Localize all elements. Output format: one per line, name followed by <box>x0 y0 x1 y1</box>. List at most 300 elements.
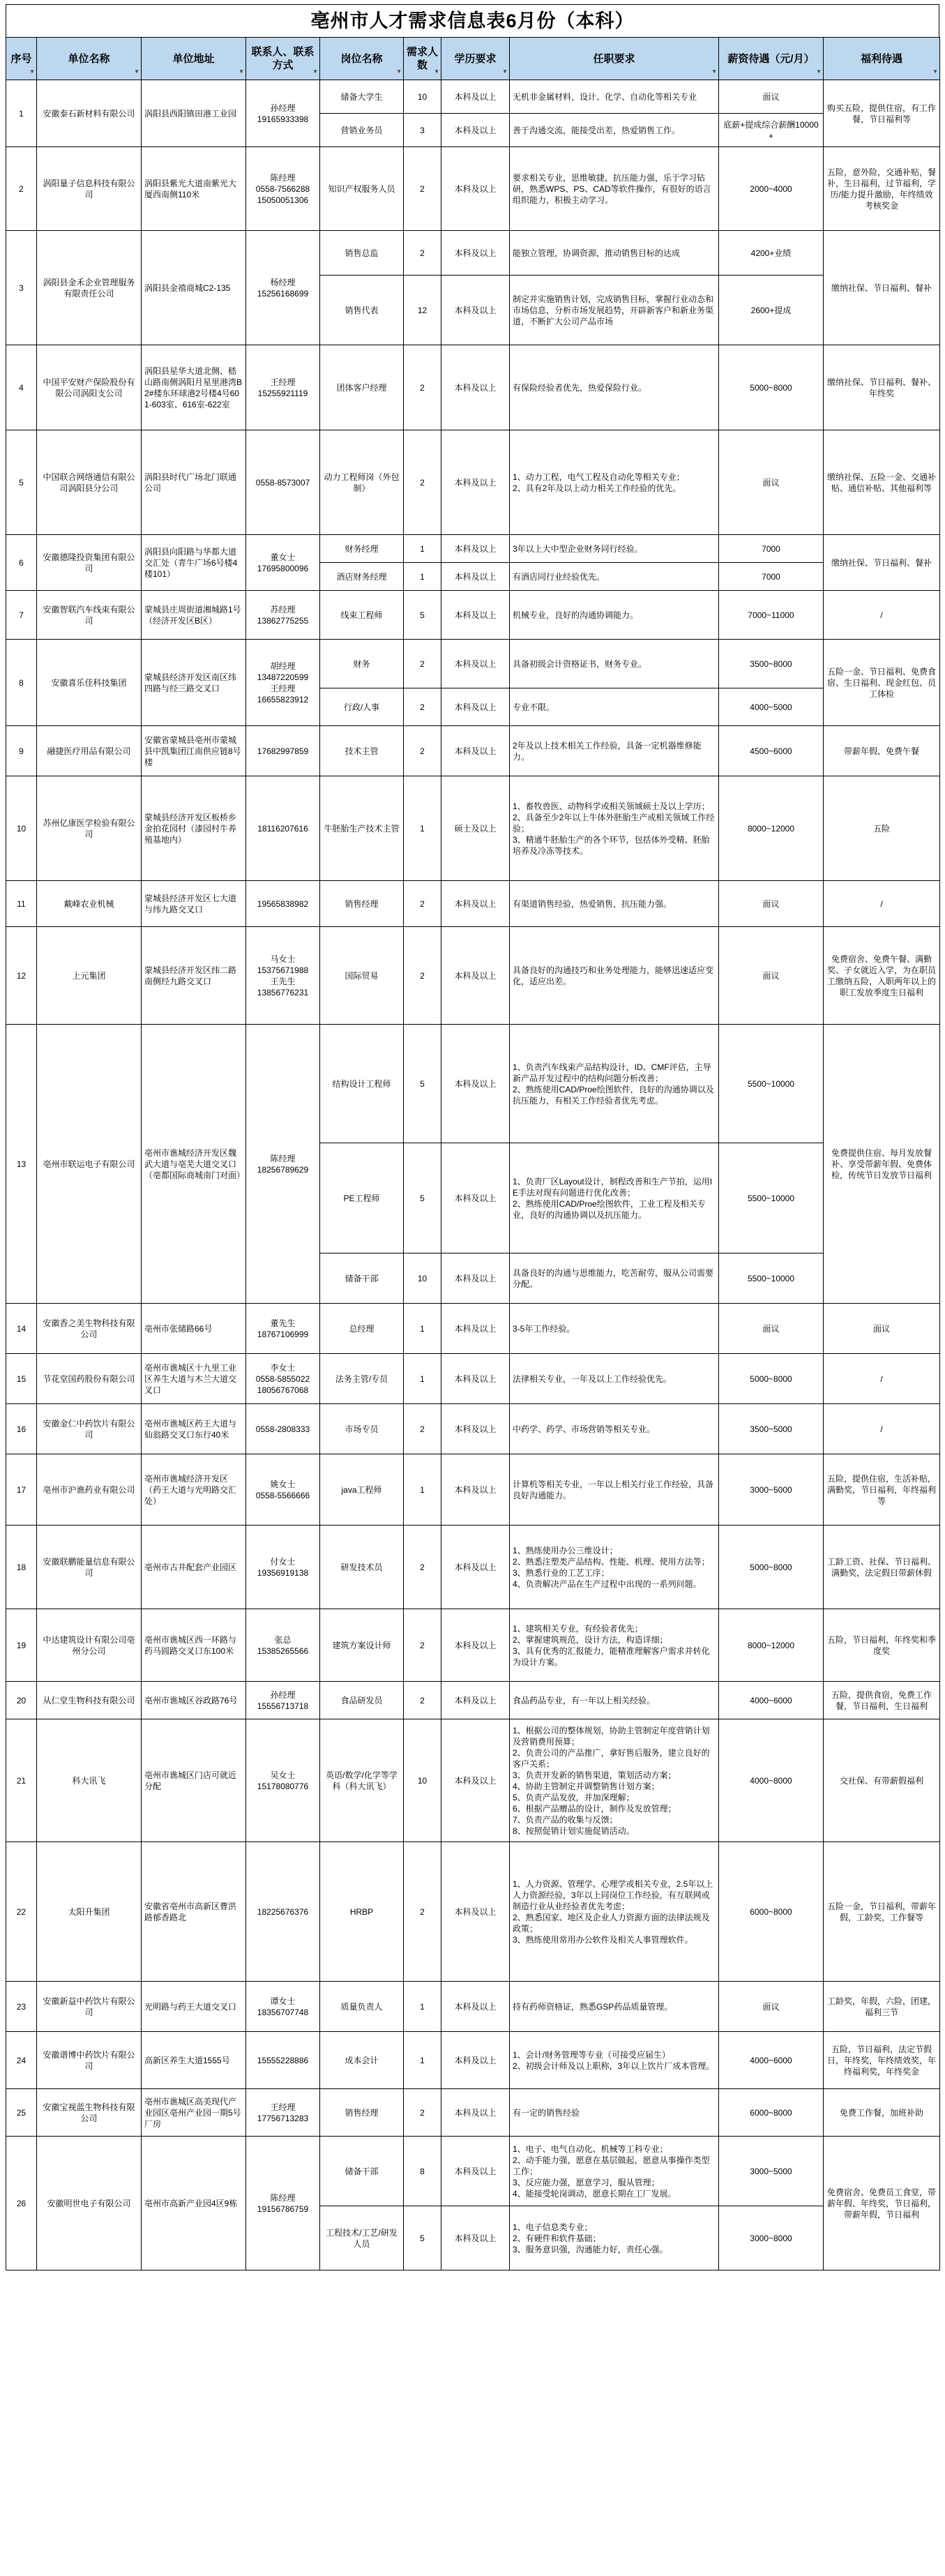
position-requirements: 3-5年工作经验。 <box>510 1304 719 1354</box>
table-row <box>6 881 940 927</box>
company-contact: 15555228886 <box>246 2032 320 2089</box>
filter-dropdown-icon[interactable]: ▼ <box>29 68 35 75</box>
position-education: 本科及以上 <box>441 2032 510 2089</box>
company-name: 安徽喜乐佳科技集团 <box>37 640 142 726</box>
table-row <box>6 2089 940 2137</box>
company-benefits: / <box>824 881 940 927</box>
position-salary: 底薪+提成综合薪酬10000+ <box>719 114 824 147</box>
company-contact: 19565838982 <box>246 881 320 927</box>
company-name: 节花堂国药股份有限公司 <box>37 1354 142 1404</box>
position-education: 本科及以上 <box>441 1842 510 1982</box>
position-education: 本科及以上 <box>441 1025 510 1143</box>
table-row <box>6 1454 940 1526</box>
position-education: 本科及以上 <box>441 591 510 640</box>
table-row <box>6 535 940 563</box>
company-benefits: 五险，意外险，交通补贴，餐补，生日福利，过节福利，学历/能力提升激励，年终绩效考核奖金 <box>824 147 940 231</box>
position-count: 5 <box>404 591 441 640</box>
position-requirements: 1、建筑相关专业，有经验者优先； 2、掌握建筑规范，设计方法，构造详细； 3、具有优秀的汇报能力，能精准理解客户需求并转化为设计方案。 <box>510 1609 719 1682</box>
position-requirements: 专业不限。 <box>510 688 719 726</box>
company-address: 蒙城县经济开发区南区纬四路与经三路交叉口 <box>142 640 246 726</box>
position-title: 团体客户经理 <box>320 345 404 430</box>
company-benefits: 带薪年假、免费午餐 <box>824 726 940 776</box>
company-address: 安徽省蒙城县亳州市蒙城县中凯集团江南供应链8号楼 <box>142 726 246 776</box>
position-requirements: 有一定的销售经验 <box>510 2089 719 2137</box>
company-address: 涡阳县星华大道北侧、嵇山路南侧涡阳月星里港湾B2#楼东环球港2号楼4号601-603室、616室-622室 <box>142 345 246 430</box>
table-row <box>6 231 940 276</box>
row-number: 5 <box>6 430 37 535</box>
position-title: 研发技术员 <box>320 1526 404 1609</box>
company-benefits: 五险，提供住宿，生活补贴，满勤奖，节日福利，年终福利等 <box>824 1454 940 1526</box>
position-title: 线束工程师 <box>320 591 404 640</box>
table-row <box>6 1025 940 1143</box>
table-row <box>6 591 940 640</box>
position-salary: 5000~8000 <box>719 1526 824 1609</box>
talent-demand-table <box>6 37 940 2270</box>
row-number: 12 <box>6 927 37 1025</box>
row-number: 23 <box>6 1982 37 2032</box>
position-title: 技术主管 <box>320 726 404 776</box>
company-address: 涡阳县时代广场北门联通公司 <box>142 430 246 535</box>
col-header-company: 单位名称 ▼ <box>37 38 142 80</box>
filter-dropdown-icon[interactable]: ▼ <box>711 68 717 75</box>
position-title: 销售代表 <box>320 276 404 345</box>
position-salary: 面议 <box>719 80 824 114</box>
position-requirements: 1、电子信息类专业； 2、有硬件和软件基础； 3、服务意识强，沟通能力好，责任心强。 <box>510 2206 719 2270</box>
company-name: 融捷医疗用品有限公司 <box>37 726 142 776</box>
position-title: 国际贸易 <box>320 927 404 1025</box>
filter-dropdown-icon[interactable]: ▼ <box>502 68 508 75</box>
position-count: 2 <box>404 881 441 927</box>
position-title: PE工程师 <box>320 1143 404 1253</box>
position-requirements: 1、人力资源、管理学、心理学或相关专业，2.5年以上人力资源经验，3年以上同岗位工作经验，有互联网或制造行业从业经验者优先考虑； 2、熟悉国家、地区及企业人力资源方面的法律法规及政策； 3、熟练使用常用办公软件及相关人事管理软件。 <box>510 1842 719 1982</box>
position-education: 本科及以上 <box>441 80 510 114</box>
position-salary: 4000~5000 <box>719 688 824 726</box>
position-education: 本科及以上 <box>441 1682 510 1719</box>
company-address: 亳州市谯城区门店可就近分配 <box>142 1719 246 1842</box>
row-number: 8 <box>6 640 37 726</box>
position-education: 本科及以上 <box>441 1982 510 2032</box>
position-requirements: 计算机等相关专业，一年以上相关行业工作经验，具备良好沟通能力。 <box>510 1454 719 1526</box>
position-salary: 4500~6000 <box>719 726 824 776</box>
company-name: 苏州亿康医学检验有限公司 <box>37 776 142 881</box>
position-salary: 7000~11000 <box>719 591 824 640</box>
position-title: 牛胚胎生产技术主管 <box>320 776 404 881</box>
position-requirements: 1、熟练使用办公三维设计； 2、熟悉注塑类产品结构、性能、机理、使用方法等； 3、熟悉行业的工艺工序； 4、负责解决产品在生产过程中出现的一系列问题。 <box>510 1526 719 1609</box>
position-requirements: 法律相关专业，一年及以上工作经验优先。 <box>510 1354 719 1404</box>
company-address: 亳州市谯城经济开发区魏武大道与亳芜大道交叉口（亳都国际商城南门对面） <box>142 1025 246 1304</box>
position-salary: 面议 <box>719 881 824 927</box>
position-title: 质量负责人 <box>320 1982 404 2032</box>
table-row <box>6 1526 940 1609</box>
position-title: 储备大学生 <box>320 80 404 114</box>
company-name: 安徽德隆投资集团有限公司 <box>37 535 142 591</box>
table-row <box>6 776 940 881</box>
company-contact: 18116207616 <box>246 776 320 881</box>
company-address: 涡阳县紫光大道南紫光大厦西南侧110米 <box>142 147 246 231</box>
col-header-contact: 联系人、联系方式 ▼ <box>246 38 320 80</box>
position-salary: 5000~8000 <box>719 345 824 430</box>
position-count: 2 <box>404 640 441 688</box>
position-count: 10 <box>404 1253 441 1304</box>
row-number: 21 <box>6 1719 37 1842</box>
header-row <box>6 38 940 80</box>
company-address: 亳州市张储路66号 <box>142 1304 246 1354</box>
company-name: 安徽新益中药饮片有限公司 <box>37 1982 142 2032</box>
table-row <box>6 430 940 535</box>
company-address: 亳州市谯城区高美现代产业园区亳州产业园一期5号厂房 <box>142 2089 246 2137</box>
company-contact: 孙经理 19165933398 <box>246 80 320 147</box>
row-number: 3 <box>6 231 37 345</box>
position-education: 本科及以上 <box>441 1304 510 1354</box>
position-requirements: 持有药师资格证，熟悉GSP药品质量管理。 <box>510 1982 719 2032</box>
position-requirements: 有保险经验者优先，热爱保险行业。 <box>510 345 719 430</box>
position-count: 1 <box>404 535 441 563</box>
company-name: 亳州市沪谯药业有限公司 <box>37 1454 142 1526</box>
company-name: 涡阳量子信息科技有限公司 <box>37 147 142 231</box>
position-requirements: 能独立管理，协调资源，推动销售目标的达成 <box>510 231 719 276</box>
col-header-requirements: 任职要求 ▼ <box>510 38 719 80</box>
company-name: 科大讯飞 <box>37 1719 142 1842</box>
company-contact: 0558-8573007 <box>246 430 320 535</box>
position-title: 知识产权服务人员 <box>320 147 404 231</box>
position-salary: 5500~10000 <box>719 1143 824 1253</box>
position-education: 本科及以上 <box>441 1454 510 1526</box>
position-count: 1 <box>404 1454 441 1526</box>
filter-dropdown-icon[interactable]: ▼ <box>239 68 244 75</box>
col-header-count: 需求人数 ▼ <box>404 38 441 80</box>
company-address: 亳州市谯城区谷政路76号 <box>142 1682 246 1719</box>
position-education: 本科及以上 <box>441 1143 510 1253</box>
position-count: 5 <box>404 2206 441 2270</box>
company-contact: 付女士 19356919138 <box>246 1526 320 1609</box>
position-count: 2 <box>404 231 441 276</box>
company-address: 亳州市谯城区十九里工业区养生大道与木兰大道交叉口 <box>142 1354 246 1404</box>
company-address: 蒙城县经济开发区七大道与纬九路交叉口 <box>142 881 246 927</box>
position-education: 本科及以上 <box>441 2137 510 2206</box>
company-contact: 陈经理 0558-7566288 15050051306 <box>246 147 320 231</box>
position-title: 工程技术/工艺/研发人员 <box>320 2206 404 2270</box>
company-contact: 李女士 0558-5855022 18056767068 <box>246 1354 320 1404</box>
company-name: 安徽谱博中药饮片有限公司 <box>37 2032 142 2089</box>
position-education: 本科及以上 <box>441 640 510 688</box>
company-address: 涡阳县西阳镇田港工业园 <box>142 80 246 147</box>
position-title: 成本会计 <box>320 2032 404 2089</box>
position-salary: 4000~6000 <box>719 1682 824 1719</box>
company-name: 中国平安财产保险股份有限公司涡阳支公司 <box>37 345 142 430</box>
position-count: 10 <box>404 1719 441 1842</box>
position-title: 市场专员 <box>320 1404 404 1454</box>
position-count: 1 <box>404 1304 441 1354</box>
position-education: 本科及以上 <box>441 2206 510 2270</box>
filter-dropdown-icon[interactable]: ▼ <box>312 68 318 75</box>
position-title: 销售经理 <box>320 2089 404 2137</box>
position-title: java工程师 <box>320 1454 404 1526</box>
position-salary: 面议 <box>719 1982 824 2032</box>
position-count: 2 <box>404 1404 441 1454</box>
position-requirements: 1、会计/财务管理等专业（可接受应届生） 2、初级会计师及以上职称，3年以上饮片厂成本管理。 <box>510 2032 719 2089</box>
position-count: 2 <box>404 1526 441 1609</box>
row-number: 2 <box>6 147 37 231</box>
company-name: 安徽宝视蓝生物科技有限公司 <box>37 2089 142 2137</box>
page-title: 亳州市人才需求信息表6月份（本科） <box>6 4 939 37</box>
filter-dropdown-icon[interactable]: ▼ <box>816 68 822 75</box>
row-number: 6 <box>6 535 37 591</box>
position-education: 本科及以上 <box>441 276 510 345</box>
position-salary: 5000~8000 <box>719 1354 824 1404</box>
company-contact: 陈经理 18256789629 <box>246 1025 320 1304</box>
position-count: 2 <box>404 1842 441 1982</box>
position-salary: 4200+业绩 <box>719 231 824 276</box>
company-benefits: 工龄奖，年假，六险，团建，福利三节 <box>824 1982 940 2032</box>
company-contact: 0558-2808333 <box>246 1404 320 1454</box>
company-address: 亳州市谯城区西一环路与药马圆路交叉口东100米 <box>142 1609 246 1682</box>
position-education: 本科及以上 <box>441 345 510 430</box>
company-name: 安徽明世电子有限公司 <box>37 2137 142 2270</box>
position-education: 本科及以上 <box>441 231 510 276</box>
company-benefits: 购买五险，提供住宿，有工作餐，节日福利等 <box>824 80 940 147</box>
table-row <box>6 2032 940 2089</box>
row-number: 4 <box>6 345 37 430</box>
position-count: 5 <box>404 1025 441 1143</box>
position-title: 财务 <box>320 640 404 688</box>
company-benefits: 免费宿舍、免费午餐、满勤奖、子女就近入学，为在职员工缴纳五险，入职两年以上的职工发放季度生日福利 <box>824 927 940 1025</box>
company-benefits: / <box>824 1404 940 1454</box>
company-contact: 董先生 18767106999 <box>246 1304 320 1354</box>
position-requirements: 机械专业，良好的沟通协调能力。 <box>510 591 719 640</box>
position-salary: 6000~8000 <box>719 1842 824 1982</box>
position-count: 12 <box>404 276 441 345</box>
table-row <box>6 640 940 688</box>
row-number: 9 <box>6 726 37 776</box>
company-contact: 马女士 15375671988 王先生 13856776231 <box>246 927 320 1025</box>
table-row <box>6 80 940 114</box>
company-address: 涡阳县向阳路与华都大道交汇处（青牛广场6号楼4楼101） <box>142 535 246 591</box>
position-title: 英语/数学/化学等学科（科大讯飞） <box>320 1719 404 1842</box>
company-contact: 王经理 15255921119 <box>246 345 320 430</box>
company-benefits: 缴纳社保、节日福利、餐补 <box>824 535 940 591</box>
table-row <box>6 1304 940 1354</box>
table-row <box>6 1682 940 1719</box>
position-salary: 面议 <box>719 927 824 1025</box>
company-address: 蒙城县经济开发区纬二路南侧经九路交叉口 <box>142 927 246 1025</box>
position-requirements: 1、负责汽车线束产品结构设计，ID、CMF评估，主导新产品开发过程中的结构问题分析改善； 2、熟练使用CAD/Proe绘图软件，良好的沟通协调以及抗压能力，有相关工作经验者优先考虑。 <box>510 1025 719 1143</box>
company-address: 亳州市谯城区药王大道与仙翁路交叉口东行40米 <box>142 1404 246 1454</box>
position-salary: 2600+提成 <box>719 276 824 345</box>
company-name: 安徽香之美生物科技有限公司 <box>37 1304 142 1354</box>
position-requirements: 3年以上大中型企业财务同行经验。 <box>510 535 719 563</box>
position-count: 2 <box>404 688 441 726</box>
position-requirements: 有渠道销售经验，热爱销售，抗压能力强。 <box>510 881 719 927</box>
company-name: 中国联合网络通信有限公司涡阳县分公司 <box>37 430 142 535</box>
position-title: 财务经理 <box>320 535 404 563</box>
col-header-benefits: 福利待遇 ▼ <box>824 38 940 80</box>
table-row <box>6 147 940 231</box>
position-education: 本科及以上 <box>441 726 510 776</box>
col-header-education: 学历要求 ▼ <box>441 38 510 80</box>
company-contact: 姚女士 0558-5566666 <box>246 1454 320 1526</box>
position-count: 2 <box>404 430 441 535</box>
row-number: 16 <box>6 1404 37 1454</box>
company-benefits: 缴纳社保、五险一金、交通补贴、通信补贴、其他福利等 <box>824 430 940 535</box>
row-number: 24 <box>6 2032 37 2089</box>
company-name: 安徽金仁中药饮片有限公司 <box>37 1404 142 1454</box>
company-name: 亳州市联运电子有限公司 <box>37 1025 142 1304</box>
company-benefits: 五险一金，节日福利，带薪年假，工龄奖，工作餐等 <box>824 1842 940 1982</box>
company-benefits: 缴纳社保、节日福利、餐补 <box>824 231 940 345</box>
position-salary: 6000~8000 <box>719 2089 824 2137</box>
company-name: 太阳升集团 <box>37 1842 142 1982</box>
company-benefits: 五险 <box>824 776 940 881</box>
company-name: 戴峰农业机械 <box>37 881 142 927</box>
row-number: 15 <box>6 1354 37 1404</box>
company-benefits: 免费宿舍、免费员工食堂，带薪年假、年终奖，节日福利，带薪年假，节日福利 <box>824 2137 940 2270</box>
position-education: 本科及以上 <box>441 927 510 1025</box>
row-number: 7 <box>6 591 37 640</box>
position-requirements: 具备良好的沟通技巧和业务处理能力，能够迅速适应变化，适应出差。 <box>510 927 719 1025</box>
company-contact: 胡经理 13487220599 王经理 16655823912 <box>246 640 320 726</box>
company-benefits: 五险，节日福利，法定节假日，年终奖，年终绩效奖，年终福利奖，年终奖金 <box>824 2032 940 2089</box>
company-address: 蒙城县庄周街道湘城路1号（经济开发区B区） <box>142 591 246 640</box>
position-title: 营销业务员 <box>320 114 404 147</box>
table-row <box>6 1719 940 1842</box>
company-contact: 苏经理 13862775255 <box>246 591 320 640</box>
company-benefits: 免费工作餐，加班补助 <box>824 2089 940 2137</box>
row-number: 26 <box>6 2137 37 2270</box>
position-salary: 3000~5000 <box>719 1454 824 1526</box>
position-salary: 4000~8000 <box>719 1719 824 1842</box>
row-number: 19 <box>6 1609 37 1682</box>
position-title: 结构设计工程师 <box>320 1025 404 1143</box>
col-header-position: 岗位名称 ▼ <box>320 38 404 80</box>
filter-dropdown-icon[interactable]: ▼ <box>134 68 139 75</box>
position-count: 1 <box>404 776 441 881</box>
company-contact: 陈经理 19156786759 <box>246 2137 320 2270</box>
row-number: 22 <box>6 1842 37 1982</box>
company-benefits: 五险一金、节日福利、免费食宿、生日福利、现金红包、员工体检 <box>824 640 940 726</box>
position-title: 行政/人事 <box>320 688 404 726</box>
company-contact: 孙经理 15556713718 <box>246 1682 320 1719</box>
position-salary: 3500~5000 <box>719 1404 824 1454</box>
company-contact: 谭女士 18356707748 <box>246 1982 320 2032</box>
position-count: 3 <box>404 114 441 147</box>
company-name: 上元集团 <box>37 927 142 1025</box>
position-requirements: 有酒店同行业经验优先。 <box>510 563 719 591</box>
filter-dropdown-icon[interactable]: ▼ <box>932 68 938 75</box>
table-row <box>6 2137 940 2206</box>
position-requirements: 要求相关专业，思维敏捷，抗压能力强，乐于学习钻研，熟悉WPS、PS、CAD等软件操作，有很好的语言组织能力，积极主动学习。 <box>510 147 719 231</box>
company-benefits: 面议 <box>824 1304 940 1354</box>
row-number: 17 <box>6 1454 37 1526</box>
position-education: 本科及以上 <box>441 1253 510 1304</box>
col-header-no: 序号 ▼ <box>6 38 37 80</box>
filter-dropdown-icon[interactable]: ▼ <box>434 68 439 75</box>
position-title: 销售总监 <box>320 231 404 276</box>
position-salary: 5500~10000 <box>719 1025 824 1143</box>
position-education: 本科及以上 <box>441 430 510 535</box>
position-education: 本科及以上 <box>441 1354 510 1404</box>
company-contact: 张总 15385265566 <box>246 1609 320 1682</box>
company-address: 亳州市谯城经济开发区（药王大道与光明路交汇处） <box>142 1454 246 1526</box>
position-count: 1 <box>404 2032 441 2089</box>
company-benefits: 工龄工资、社保、节日福利、满勤奖，法定假日带薪休假 <box>824 1526 940 1609</box>
position-count: 2 <box>404 927 441 1025</box>
position-education: 本科及以上 <box>441 1609 510 1682</box>
position-requirements: 1、动力工程，电气工程及自动化等相关专业； 2、具有2年及以上动力相关工作经验的优先。 <box>510 430 719 535</box>
position-count: 2 <box>404 345 441 430</box>
position-salary: 3000~5000 <box>719 2137 824 2206</box>
position-requirements: 制定并实施销售计划，完成销售目标，掌握行业动态和市场信息，分析市场发展趋势，开辟新客户和新业务渠道，不断扩大公司产品市场 <box>510 276 719 345</box>
table-row <box>6 927 940 1025</box>
position-requirements: 具备良好的沟通与思维能力，吃苦耐劳，服从公司需要分配。 <box>510 1253 719 1304</box>
position-requirements: 无机非金属材料，设计、化学、自动化等相关专业 <box>510 80 719 114</box>
company-name: 涡阳县金禾企业管理服务有限责任公司 <box>37 231 142 345</box>
position-education: 本科及以上 <box>441 1526 510 1609</box>
position-salary: 2000~4000 <box>719 147 824 231</box>
company-contact: 18225676376 <box>246 1842 320 1982</box>
position-salary: 3500~8000 <box>719 640 824 688</box>
position-education: 本科及以上 <box>441 2089 510 2137</box>
company-contact: 杨经理 15256168699 <box>246 231 320 345</box>
company-benefits: 交社保、有带薪假福利 <box>824 1719 940 1842</box>
col-header-salary: 薪资待遇（元/月） ▼ <box>719 38 824 80</box>
position-salary: 面议 <box>719 430 824 535</box>
position-title: 储备干部 <box>320 1253 404 1304</box>
company-contact: 董女士 17695800096 <box>246 535 320 591</box>
position-title: 法务主管/专员 <box>320 1354 404 1404</box>
position-requirements: 食品药品专业，有一年以上相关经验。 <box>510 1682 719 1719</box>
position-count: 2 <box>404 1682 441 1719</box>
company-contact: 吴女士 15178080776 <box>246 1719 320 1842</box>
position-education: 本科及以上 <box>441 1719 510 1842</box>
position-count: 5 <box>404 1143 441 1253</box>
company-benefits: 五险，提供食宿，免费工作餐，节日福利，生日福利 <box>824 1682 940 1719</box>
position-salary: 8000~12000 <box>719 776 824 881</box>
position-salary: 5500~10000 <box>719 1253 824 1304</box>
row-number: 25 <box>6 2089 37 2137</box>
company-address: 安徽省亳州市高新区曹洪路郁香路北 <box>142 1842 246 1982</box>
table-row <box>6 1609 940 1682</box>
position-requirements: 1、根据公司的整体规划，协助主管制定年度营销计划及营销费用预算； 2、负责公司的产品推广，拿好售后服务，建立良好的客户关系； 3、负责开发新的销售渠道，策划活动方案； 4、协助主管制定并调整销售计划方案； 5、负责产品发放，并加深理解； 6、根据产品赠品的设计，制作及发放管理； 7、负责产品的收集与反馈； 8、按照促销计划实施促销活动。 <box>510 1719 719 1842</box>
company-name: 安徽智联汽车线束有限公司 <box>37 591 142 640</box>
position-title: HRBP <box>320 1842 404 1982</box>
position-education: 硕士及以上 <box>441 776 510 881</box>
position-count: 2 <box>404 147 441 231</box>
company-benefits: 五险，节日福利，年终奖和季度奖 <box>824 1609 940 1682</box>
company-address: 光明路与药王大道交叉口 <box>142 1982 246 2032</box>
filter-dropdown-icon[interactable]: ▼ <box>396 68 402 75</box>
row-number: 20 <box>6 1682 37 1719</box>
position-count: 1 <box>404 1982 441 2032</box>
company-address: 高新区养生大道1555号 <box>142 2032 246 2089</box>
company-address: 涡阳县金禧商城C2-135 <box>142 231 246 345</box>
company-name: 中达建筑设计有限公司亳州分公司 <box>37 1609 142 1682</box>
company-name: 安徽联鹏能量信息有限公司 <box>37 1526 142 1609</box>
table-row <box>6 1354 940 1404</box>
position-salary: 4000~6000 <box>719 2032 824 2089</box>
company-contact: 17682997859 <box>246 726 320 776</box>
position-salary: 3000~8000 <box>719 2206 824 2270</box>
position-count: 1 <box>404 1354 441 1404</box>
position-title: 酒店财务经理 <box>320 563 404 591</box>
position-requirements: 1、负责厂区Layout设计，制程改善和生产节拍，运用IE手法对现有问题进行优化改善； 2、熟练使用CAD/Proe绘图软件，工业工程及相关专业，良好的沟通协调以及抗压能力。 <box>510 1143 719 1253</box>
table-row <box>6 1842 940 1982</box>
row-number: 18 <box>6 1526 37 1609</box>
position-education: 本科及以上 <box>441 535 510 563</box>
position-title: 总经理 <box>320 1304 404 1354</box>
position-salary: 7000 <box>719 563 824 591</box>
position-requirements: 中药学、药学、市场营销等相关专业。 <box>510 1404 719 1454</box>
position-requirements: 1、电子、电气自动化、机械等工科专业； 2、动手能力强，愿意在基层做起，愿意从事操作类型工作； 3、反应能力强，愿意学习，服从管理； 4、能接受轮岗调动，愿意长期在工厂发展。 <box>510 2137 719 2206</box>
